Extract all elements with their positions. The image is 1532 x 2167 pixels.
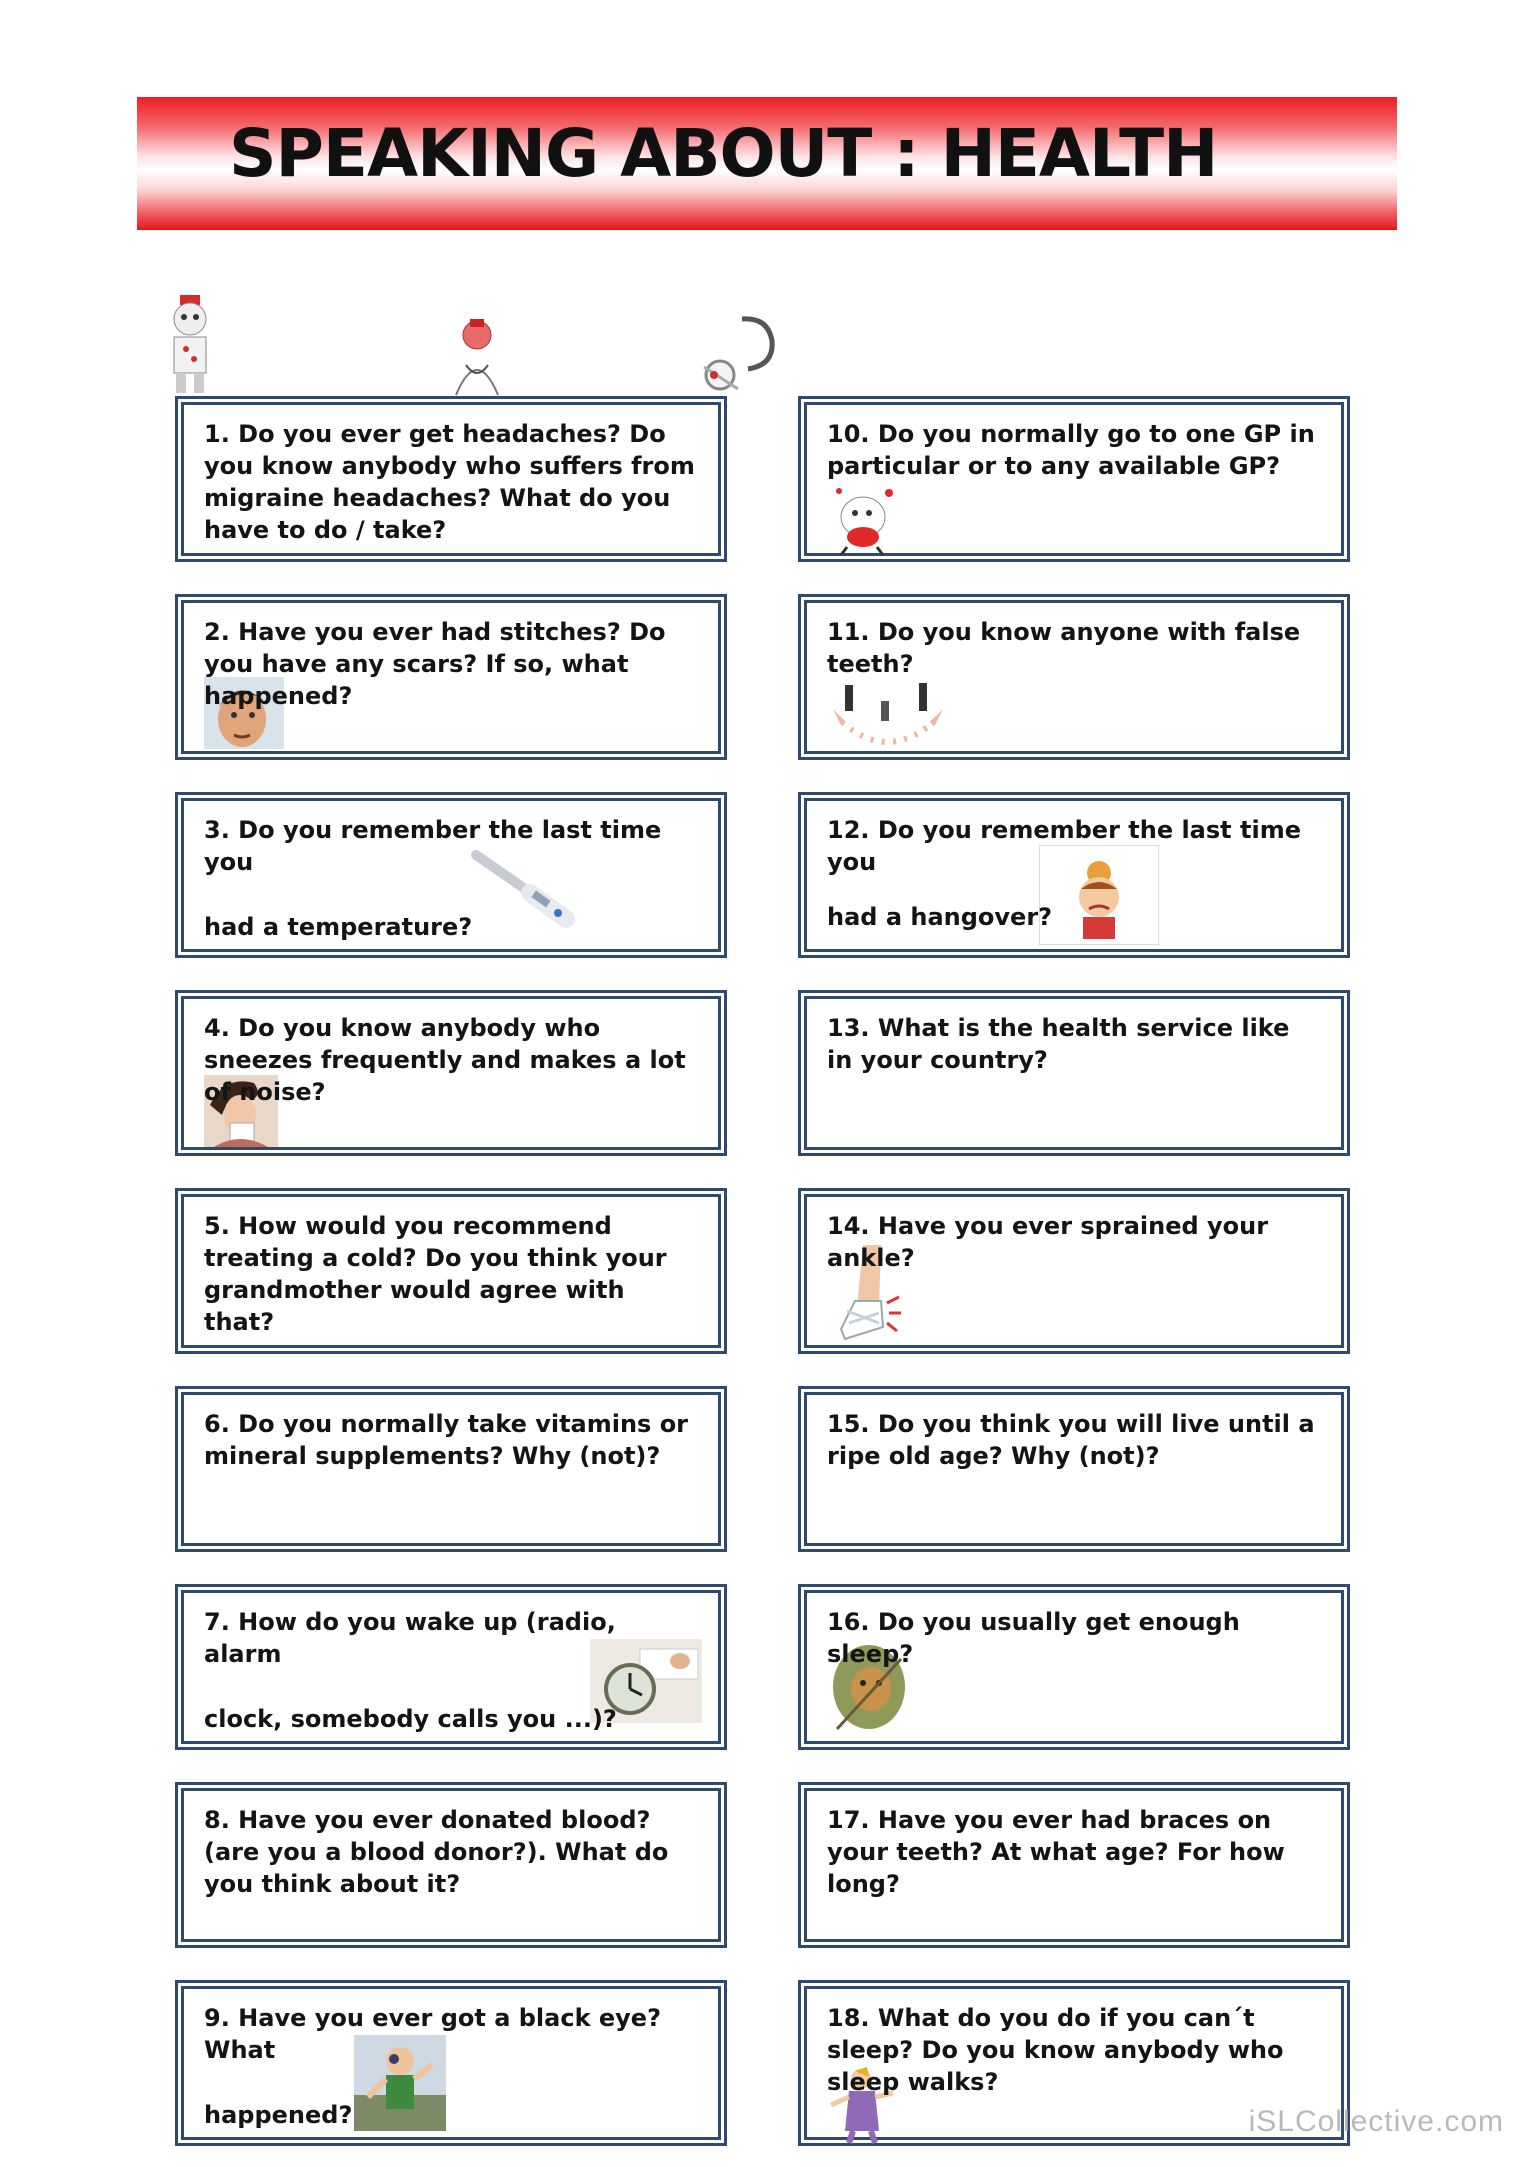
question-card-13 (798, 990, 1350, 1156)
question-text: 8. Have you ever donated blood? (are you a blood donor?). What do you think about it? (204, 1806, 669, 1898)
question-card-7 (175, 1584, 727, 1750)
question-card-2 (175, 594, 727, 760)
question-card-9 (175, 1980, 727, 2146)
title-banner (137, 97, 1397, 230)
question-text: 2. Have you ever had stitches? Do you have any scars? If so, what happened? (204, 618, 666, 710)
question-card-1 (175, 396, 727, 562)
question-text: 12. Do you remember the last time you (827, 816, 1301, 876)
page-title: SPEAKING ABOUT : HEALTH (229, 115, 1218, 192)
false-teeth-icon (827, 679, 949, 753)
question-text: 4. Do you know anybody who sneezes frequently and makes a lot of noise? (204, 1014, 686, 1106)
question-text: 5. How would you recommend treating a cold? Do you think your grandmother would agree with that? (204, 1212, 667, 1336)
question-text-continued: happened? (204, 2101, 353, 2129)
question-card-12 (798, 792, 1350, 958)
question-text: 1. Do you ever get headaches? Do you know anybody who suffers from migraine headaches? What do you have to do / take? (204, 420, 695, 544)
question-text: 10. Do you normally go to one GP in particular or to any available GP? (827, 420, 1315, 480)
question-text-continued: had a temperature? (204, 913, 473, 941)
question-text: 14. Have you ever sprained your ankle? (827, 1212, 1269, 1272)
question-text: 7. How do you wake up (radio, alarm (204, 1608, 616, 1668)
question-text-continued: clock, somebody calls you ...)? (204, 1705, 617, 1733)
sick-egg-cartoon-icon (827, 483, 903, 555)
question-card-17 (798, 1782, 1350, 1948)
question-text: 16. Do you usually get enough sleep? (827, 1608, 1240, 1668)
question-card-16 (798, 1584, 1350, 1750)
question-card-6 (175, 1386, 727, 1552)
question-card-8 (175, 1782, 727, 1948)
question-card-15 (798, 1386, 1350, 1552)
question-card-5 (175, 1188, 727, 1354)
question-card-14 (798, 1188, 1350, 1354)
question-text: 3. Do you remember the last time you (204, 816, 662, 876)
question-card-4 (175, 990, 727, 1156)
watermark: iSLCollective.com (1248, 2105, 1504, 2138)
question-text: 9. Have you ever got a black eye? What (204, 2004, 662, 2064)
question-text-continued: had a hangover? (827, 903, 1053, 931)
question-text: 6. Do you normally take vitamins or mineral supplements? Why (not)? (204, 1410, 689, 1470)
stethoscope-icon (698, 313, 780, 397)
robot-doctor-icon (158, 293, 224, 397)
question-text: 11. Do you know anyone with false teeth? (827, 618, 1301, 678)
question-card-11 (798, 594, 1350, 760)
question-text: 13. What is the health service like in your country? (827, 1014, 1290, 1074)
question-card-3 (175, 792, 727, 958)
doctor-cartoon-icon (444, 315, 510, 397)
question-text: 17. Have you ever had braces on your teeth? At what age? For how long? (827, 1806, 1285, 1898)
question-card-10 (798, 396, 1350, 562)
question-text: 18. What do you do if you can´t sleep? Do you know anybody who sleep walks? (827, 2004, 1284, 2096)
question-text: 15. Do you think you will live until a ripe old age? Why (not)? (827, 1410, 1315, 1470)
